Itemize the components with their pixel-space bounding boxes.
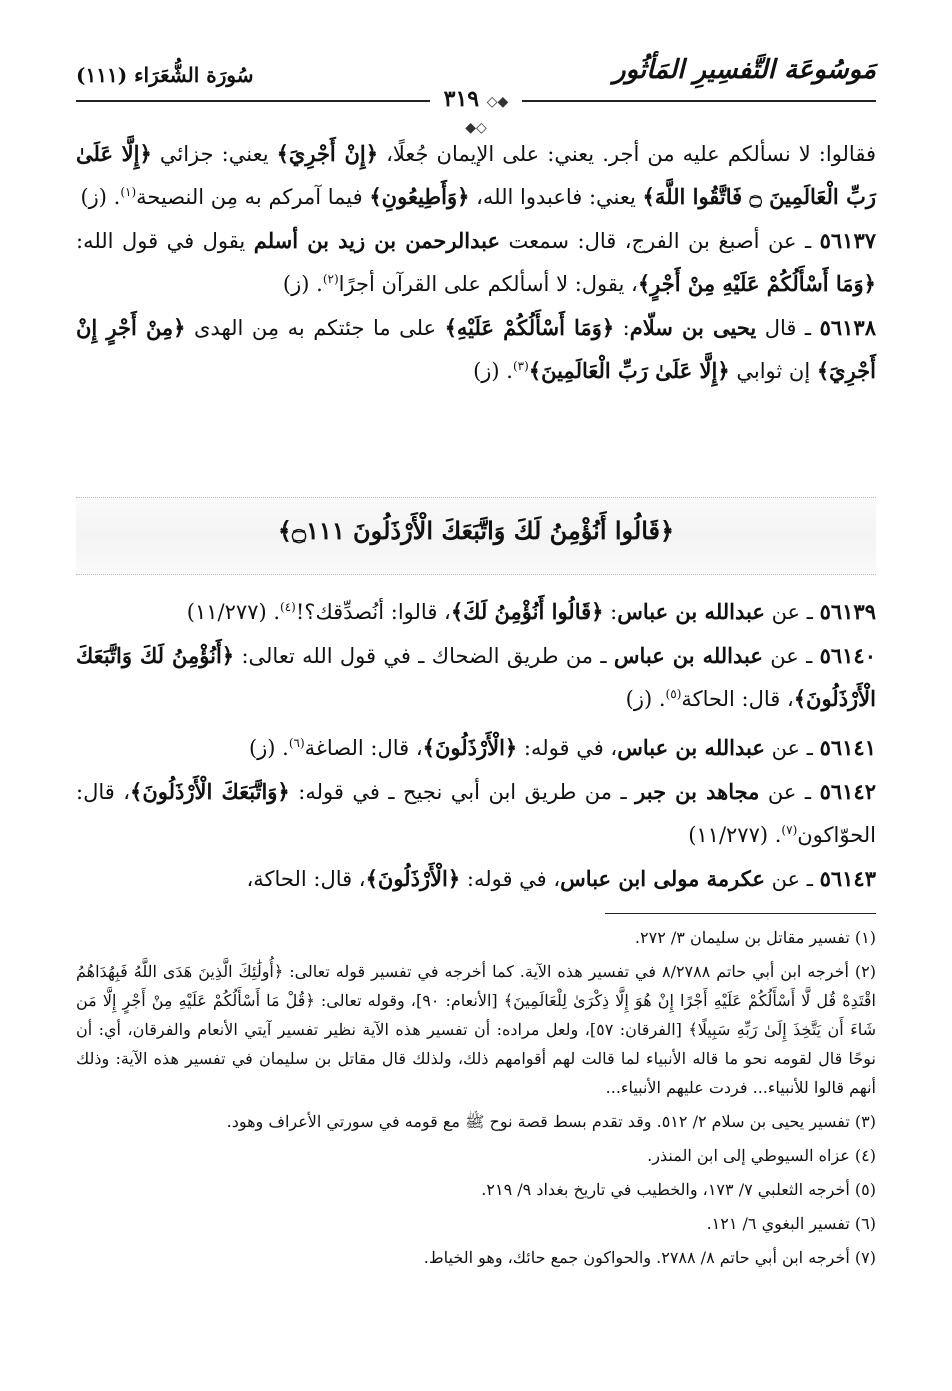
footnote-ref[interactable]: (٤) (280, 600, 296, 614)
text: يعني: جزائي (151, 142, 277, 166)
quran-quote: ﴿إِنْ أَجْرِيَ﴾ (276, 141, 379, 166)
text: يعني: فاعبدوا الله، (469, 185, 643, 209)
footnote-ref[interactable]: (٥) (665, 687, 682, 701)
quran-quote: ﴿وَأَطِيعُونِ﴾ (369, 184, 470, 209)
text: ـ عن (762, 644, 820, 668)
text: ، قال: الحاكة، (246, 867, 366, 891)
text: فيما آمركم به مِن النصيحة (136, 185, 370, 209)
footnote: (٧) أخرجه ابن أبي حاتم ٨/ ٢٧٨٨. والحواكون جمع حائك، وهو الخياط. (423, 1248, 876, 1267)
footnotes (76, 923, 876, 1277)
narrator-name: عبدالله بن عباس (613, 643, 763, 668)
footnote-ref[interactable]: (٢) (322, 272, 339, 286)
quran-quote: ﴿وَاتَّبَعَكَ الْأَرْذَلُونَ﴾ (130, 779, 290, 804)
ornament-icon: ◇◆ (465, 120, 487, 136)
footnote-ref[interactable]: (١) (120, 185, 137, 199)
quran-quote: ﴿وَمَا أَسْأَلُكُمْ عَلَيْهِ مِنْ أَجْرٍ﴾ (637, 271, 876, 296)
page-number: ٣١٩ (443, 86, 480, 112)
main-text-bottom (76, 588, 876, 904)
text: . (ز) (282, 272, 323, 296)
narration-number: ٥٦١٤٣ (819, 866, 876, 891)
footnote: (٦) تفسير البغوي ٦/ ١٢١. (706, 1214, 876, 1233)
text: ـ قال (756, 316, 820, 340)
footnote-ref[interactable]: (٧) (781, 823, 798, 837)
quran-quote: ﴿وَمَا أَسْأَلُكُمْ عَلَيْهِ﴾ (444, 315, 615, 340)
narration-number: ٥٦١٣٨ (819, 315, 876, 340)
narration-paragraph (76, 222, 876, 303)
footnote: (٣) تفسير يحيى بن سلام ٢/ ٥١٢. وقد تقدم بسط قصة نوح ﷺ مع قومه في سورتي الأعراف وهود. (226, 1112, 876, 1131)
narration-paragraph (76, 773, 876, 854)
footnote: (١) تفسير مقاتل بن سليمان ٣/ ٢٧٢. (634, 928, 876, 947)
text: ، قال: الصاغة (304, 736, 423, 760)
quran-quote: ﴿الْأَرْذَلُونَ﴾ (422, 735, 518, 760)
footnote: (٢) أخرجه ابن أبي حاتم ٨/٢٧٨٨ في تفسير هذه الآية. كما أخرجه في تفسير قوله تعالى: ﴿أُولَٰئِكَ الَّذِينَ هَدَى اللَّهُ فَبِهُدَاهُمُ اقْتَدِهْ قُل لَّا أَسْأَلُكُمْ عَلَيْهِ أَجْرًا إِنْ هُوَ إِلَّا ذِكْرَىٰ لِلْعَالَمِينَ﴾ [الأنعام: ٩٠]، وقوله تعالى: ﴿قُلْ مَا أَسْأَلُكُمْ عَلَيْهِ مِنْ أَجْرٍ إِلَّا مَن شَاءَ أَن يَتَّخِذَ إِلَىٰ رَبِّهِ سَبِيلًا﴾ [الفرقان: ٥٧]، ولعل مراده: أن تفسير هذه الآية نظير تفسير آيتي الأنعام والفرقان، أي: أن نوحًا قال لقومه نحو ما قاله الأنبياء لما قالت لهم أقوامهم ذلك، ولذلك قال مقاتل بن سليمان في تفسير هذه الآية: وذلك أنهم قالوا للأنبياء... فردت عليهم الأنبياء... (76, 962, 877, 1097)
footnote-separator (605, 913, 876, 914)
narrator-name: مجاهد بن جبر (635, 779, 760, 804)
text: . (ز) (80, 185, 121, 209)
footnote: (٥) أخرجه الثعلبي ٧/ ١٧٣، والخطيب في تاريخ بغداد ٩/ ٢١٩. (481, 1180, 876, 1199)
text: ـ من طريق ابن أبي نجيح ـ في قوله: (289, 780, 636, 804)
narration-paragraph (76, 860, 876, 898)
text: . (ز) (473, 359, 513, 383)
text: ـ عن (759, 780, 820, 804)
text: ـ من طريق الضحاك ـ في قول الله تعالى: (234, 644, 614, 668)
narration-paragraph (76, 309, 876, 390)
narration-number: ٥٦١٤١ (819, 735, 876, 760)
quran-quote: ﴿إِلَّا عَلَىٰ رَبِّ الْعَالَمِينَ﴾ (528, 358, 730, 383)
text: ، قال: الحاكة (681, 687, 794, 711)
quran-quote: ﴿الْأَرْذَلُونَ﴾ (365, 866, 461, 891)
narrator-name: عبدالله بن عباس (617, 599, 765, 624)
text: ، يقول: لا أسألكم على القرآن أجرًا (338, 272, 638, 296)
surah-title: سُورَة الشُّعَرَاء (١١١) (76, 63, 254, 87)
text: ـ عن (764, 600, 820, 624)
text: : (614, 316, 630, 340)
text: ، في قوله: (460, 867, 561, 891)
page-number-block (430, 86, 522, 138)
text: فقالوا: لا نسألكم عليه من أجر. يعني: على الإيمان جُعلًا، (378, 142, 876, 166)
footnote-ref[interactable]: (٦) (288, 736, 305, 750)
text: ، قالوا: أنُصدِّقك؟! (295, 600, 451, 624)
narrator-name: عبدالرحمن بن زيد بن أسلم (253, 228, 501, 253)
quran-quote: ﴿أَنُؤْمِنُ لَكَ وَاتَّبَعَكَ الْأَرْذَلُونَ﴾ (76, 643, 876, 711)
footnote: (٤) عزاه السيوطي إلى ابن المنذر. (647, 1146, 876, 1165)
narration-number: ٥٦١٤٠ (819, 643, 876, 668)
text: . (١١/٢٧٧) (186, 600, 281, 624)
text: : (603, 600, 618, 624)
ornament-icon: ◆◇ (486, 94, 509, 110)
text: . (١١/٢٧٧) (688, 823, 782, 847)
text: . (ز) (625, 687, 666, 711)
narration-number: ٥٦١٣٩ (819, 599, 876, 624)
text: يقول في قول الله: (76, 229, 254, 253)
narrator-name: عبدالله بن عباس (617, 735, 765, 760)
text: إن ثوابي (729, 359, 817, 383)
quran-quote: ﴿قَالُوا أَنُؤْمِنُ لَكَ﴾ (450, 599, 604, 624)
main-text-top (76, 135, 876, 396)
quran-quote: ﴿إِلَّا عَلَىٰ رَبِّ الْعَالَمِينَ ۝ فَاتَّقُوا اللَّهَ﴾ (76, 141, 876, 209)
paragraph (76, 135, 876, 216)
footnote-ref[interactable]: (٣) (512, 359, 529, 373)
text: ـ عن أصبغ بن الفرج، قال: سمعت (500, 229, 820, 253)
verse-heading: ﴿قَالُوا أَنُؤْمِنُ لَكَ وَاتَّبَعَكَ الْأَرْذَلُونَ ۝١١١﴾ (277, 516, 675, 545)
verse-heading-box (76, 497, 876, 575)
narration-paragraph (76, 588, 876, 631)
text: ، قال: الحوّاكون (76, 780, 876, 847)
text: ـ عن (764, 867, 820, 891)
narrator-name: يحيى بن سلّام (629, 315, 757, 340)
narrator-name: عكرمة مولى ابن عباس (560, 866, 765, 891)
text: ـ عن (764, 736, 820, 760)
quran-quote: ﴿مِنْ أَجْرٍ إِنْ أَجْرِيَ﴾ (76, 315, 876, 383)
narration-paragraph (76, 637, 876, 718)
narration-paragraph (76, 724, 876, 767)
book-title: مَوسُوعَة التَّفسِيرِ المَأثُور (613, 55, 876, 85)
text: ، في قوله: (517, 736, 618, 760)
narration-number: ٥٦١٤٢ (819, 779, 876, 804)
text: . (ز) (248, 736, 289, 760)
text: على ما جئتكم به مِن الهدى (185, 316, 445, 340)
narration-number: ٥٦١٣٧ (819, 228, 877, 253)
